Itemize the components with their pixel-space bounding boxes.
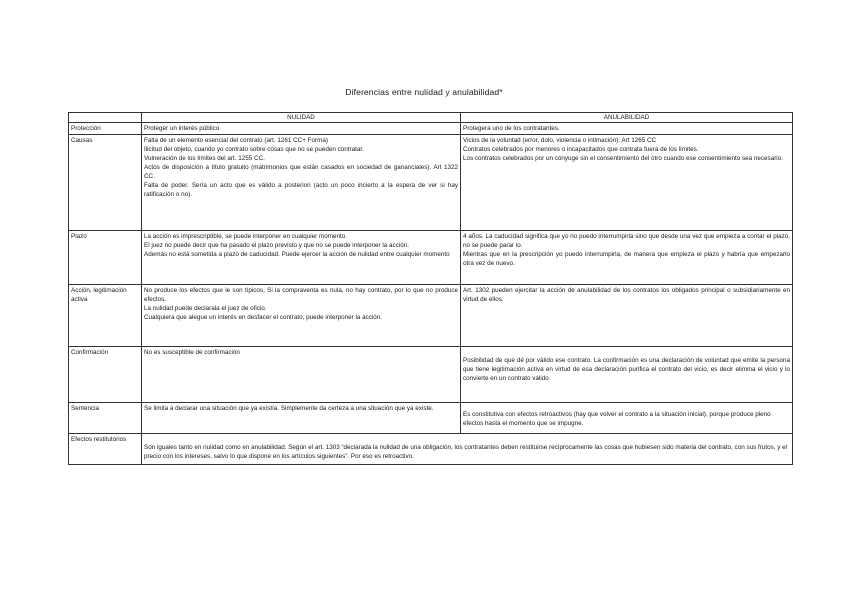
header-blank — [69, 113, 142, 123]
cell-text: Proteger un interés público — [144, 124, 220, 132]
header-anulabilidad: ANULABILIDAD — [461, 113, 793, 123]
cell-text: La acción es imprescriptible, se puede interponer en cualquier momento. — [144, 232, 348, 240]
cell-text: La nulidad puede declarala el juez de oficio. — [144, 304, 267, 312]
cell-spacer — [463, 348, 790, 356]
cell-text: No produce los efectos que le son típicos, Si la compraventa es nula, no hay contrato, por lo que no produce efectos. — [144, 286, 458, 303]
nulidad-cell — [142, 402, 461, 433]
cell-text: Vicios de la voluntad (error, dolo, violencia o intimación). Art 1265 CC — [463, 136, 657, 144]
cell-text: Art. 1302 pueden ejercitar la acción de anulabilidad de los contratos los obligados principal o subsidiariamente en virtud de ellos. — [463, 286, 790, 303]
row-label: Plazo — [69, 230, 142, 284]
anulabilidad-cell — [461, 346, 793, 402]
cell-text: Mientras que en la prescripción yo puedo interrumpirla, de manera que empieza el plazo y habría que empezarlo otra vez de nuevo. — [463, 250, 790, 268]
table-row-plazo — [69, 230, 793, 284]
table-row-sentencia — [69, 402, 793, 433]
table-row-confirmacion — [69, 346, 793, 402]
table-row-accion — [69, 284, 793, 346]
cell-text: Cualquiera que alegue un interés en desfacer el contrato, puede interponer la acción. — [144, 314, 383, 322]
cell-spacer — [144, 435, 790, 443]
nulidad-cell — [142, 134, 461, 230]
cell-text: Actos de disposición a título gratuito (matrimonios que están casados en sociedad de gananciales). Art 1322 CC. — [144, 164, 458, 181]
efectos-cell — [142, 433, 793, 464]
cell-text: Protegera uno de los contratantes. — [463, 124, 560, 132]
anulabilidad-cell — [461, 284, 793, 346]
cell-text: Son iguales tanto en nulidad como en anulabilidad. Según el art. 1303 “declarada la nulidad de una obligación, los contratantes deben restituirse recíprocamente las cosas que hubiesen sido materia del contrato, con sus frutos, y el precio con los intereses, salvo lo que dispone en los artículos siguientes”. Por eso es retroactivo. — [144, 443, 788, 460]
cell-text: Además no está sometida a plazo de caducidad. Puede ejercer la acción de nulidad entre cualquier momento — [144, 250, 450, 258]
header-nulidad: NULIDAD — [142, 113, 461, 123]
cell-text: Los contratos celebrados por un cónyuge sin el consentimiento del otro cuando ese consentimiento sea necesario. — [463, 154, 783, 162]
header-row — [69, 113, 793, 123]
row-label: Sentencia — [69, 402, 142, 433]
document-title: Diferencias entre nulidad y anulabilidad* — [345, 87, 503, 97]
cell-text: Ilicitud del objeto, cuando yo contrato sobre cosas que no se pueden contratar. — [144, 145, 364, 153]
cell-text: El juez no puede decir que ha pasado el plazo previsto y que no se puede interponer la acción. — [144, 241, 410, 249]
table-row-proteccion — [69, 122, 793, 134]
row-label: Protección — [69, 122, 142, 134]
nulidad-cell — [142, 346, 461, 402]
nulidad-cell — [142, 122, 461, 134]
comparison-table — [68, 112, 793, 465]
cell-text: Falta de un elemento esencial del contrato (art. 1261 CC+ Forma) — [144, 136, 328, 144]
anulabilidad-cell — [461, 122, 793, 134]
row-label: Acción, legitimación activa — [69, 284, 142, 346]
cell-text: Falta de poder. Sería un acto que es válido a posteriori (acto un poco incierto a la espera de ver si hay ratificación o no). — [144, 182, 458, 199]
cell-text: 4 años. La caducidad significa que yo no puedo interrumpirla sino que desde una vez que empieza a contar el plazo, no se puede parar lo. — [463, 232, 790, 249]
row-label: Causas — [69, 134, 142, 230]
anulabilidad-cell — [461, 402, 793, 433]
table-row-efectos — [69, 433, 793, 464]
cell-text: No es susceptible de confirmación — [144, 348, 240, 356]
anulabilidad-cell — [461, 230, 793, 284]
cell-text: Contratos celebrados por menores o incapacitados que contrata fuera de los límites. — [463, 145, 699, 153]
table-row-causas — [69, 134, 793, 230]
cell-text: Se limita a declarar una situación que ya existía. Simplemente da certeza a una situación que ya existe. — [144, 404, 434, 412]
anulabilidad-cell — [461, 134, 793, 230]
nulidad-cell — [142, 230, 461, 284]
row-label: Confirmación — [69, 346, 142, 402]
cell-text: Posibilidad de que dé por válido ese contrato. La confirmación es una declaración de voluntad que emite la persona que tiene legitimación activa en virtud de esa declaración purifica el contrato del vicio, es decir elimina el vicio y lo convierte en un contrato válido — [463, 356, 790, 382]
cell-text: Es constitutiva con efectos retroactivos (hay que volver el contrato a la situación inicial), porque produce pleno efectos hasta el momento que se impugne. — [463, 410, 771, 427]
row-label: Efectos restitutorios — [69, 433, 142, 464]
nulidad-cell — [142, 284, 461, 346]
cell-text: Vulneración de los límites del art. 1255 CC. — [144, 154, 265, 162]
